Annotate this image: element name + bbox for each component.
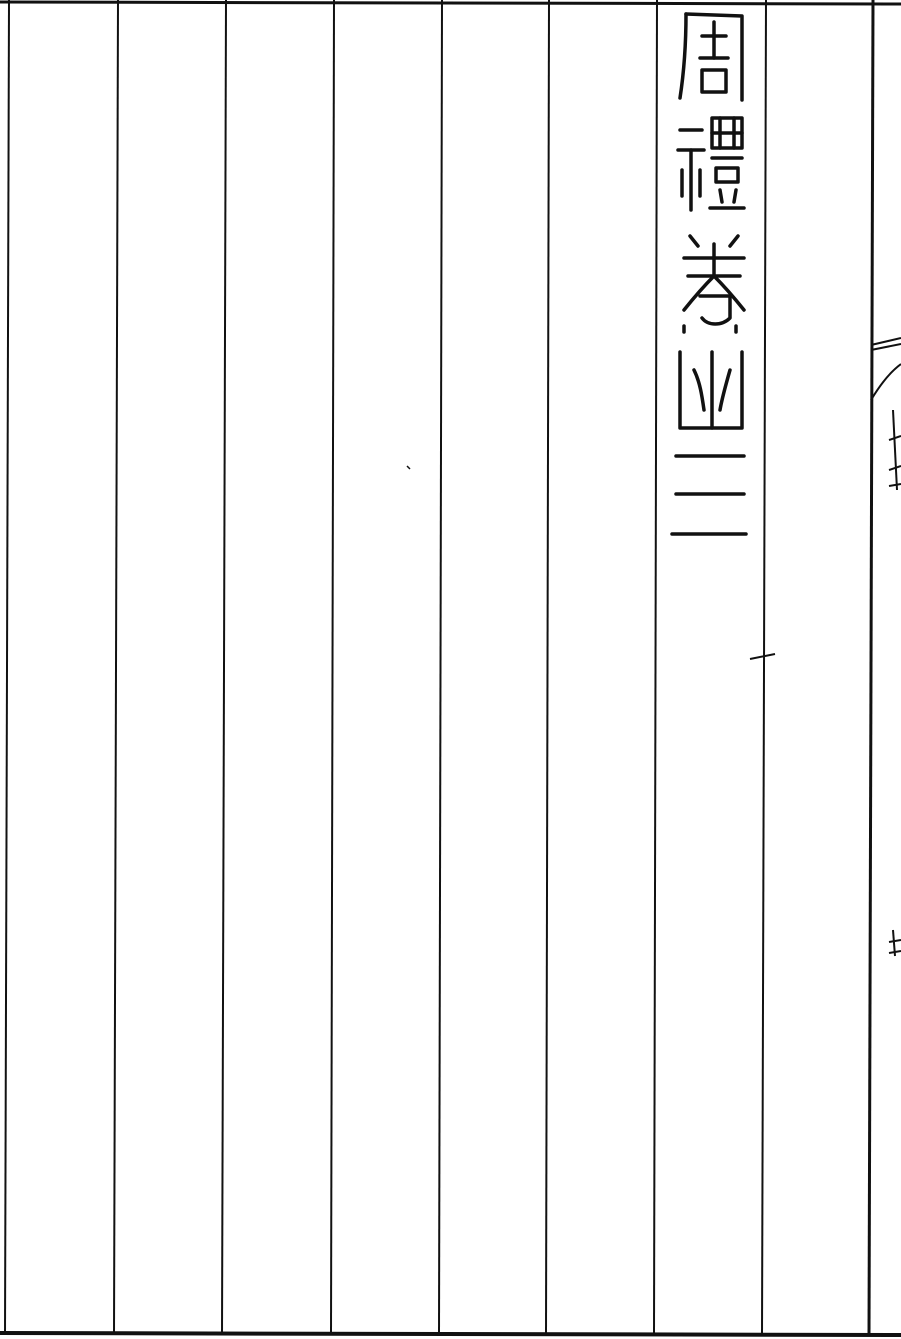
- fishtail-ornament-fragment: [871, 338, 901, 956]
- column-rule-6: [654, 0, 657, 1335]
- bottom-border-line: [0, 1333, 901, 1335]
- column-rule-3: [331, 0, 334, 1335]
- column-rule-7: [762, 0, 766, 1335]
- column-tick-mark: [750, 654, 775, 659]
- title-block: [662, 8, 758, 568]
- column-rule-2: [222, 0, 226, 1335]
- fold-line: [869, 0, 873, 1335]
- column-rule-5: [546, 0, 549, 1335]
- column-rule-4: [439, 0, 442, 1335]
- stray-mark: [407, 466, 410, 469]
- left-border-line: [5, 0, 9, 1335]
- column-rule-1: [114, 0, 118, 1335]
